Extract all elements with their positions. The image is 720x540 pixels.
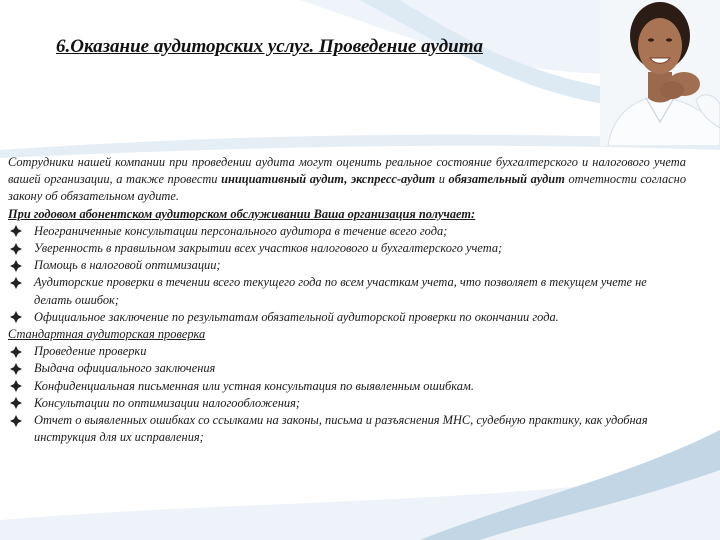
subscription-list xyxy=(8,223,686,326)
intro-bold-1: инициативный аудит, экспресс-аудит xyxy=(221,172,436,187)
standard-list xyxy=(8,343,686,446)
intro-text-2: и xyxy=(435,172,449,187)
list-item: Помощь в налоговой оптимизации; xyxy=(8,257,686,274)
diamond-bullet-icon xyxy=(9,223,23,240)
list-item: Официальное заключение по результатам обязательной аудиторской проверки по окончании года. xyxy=(8,309,686,326)
diamond-bullet-icon xyxy=(9,378,23,395)
intro-text-3: отчетности согласно закону об обязательном аудите. xyxy=(8,172,687,204)
list-item: Отчет о выявленных ошибках со ссылками на законы, письма и разъяснения МНС, судебную практику, как удобная инструкция для их исправления; xyxy=(8,412,686,446)
slide-body xyxy=(8,154,686,446)
list-item: Аудиторские проверки в течении всего текущего года по всем участкам учета, что позволяет в текущем учете не делать ошибок; xyxy=(8,274,686,308)
diamond-bullet-icon xyxy=(9,343,23,360)
diamond-bullet-icon xyxy=(9,257,23,274)
diamond-bullet-icon xyxy=(9,360,23,377)
subscription-heading: При годовом абонентском аудиторском обслуживании Ваша организация получает: xyxy=(8,206,476,221)
intro-paragraph xyxy=(8,154,686,206)
slide-title: 6.Оказание аудиторских услуг. Проведение аудита xyxy=(56,36,483,57)
diamond-bullet-icon xyxy=(9,412,23,429)
diamond-bullet-icon xyxy=(9,274,23,291)
standard-heading: Стандартная аудиторская проверка xyxy=(8,327,206,342)
woman-photo xyxy=(600,0,720,146)
intro-bold-2: обязательный аудит xyxy=(448,172,565,187)
diamond-bullet-icon xyxy=(9,395,23,412)
list-item: Выдача официального заключения xyxy=(8,360,686,377)
list-item: Консультации по оптимизации налогообложения; xyxy=(8,395,686,412)
intro-text-1: Сотрудники нашей компании при проведении аудита могут оценить реальное состояние бухгалтерского и налогового учета вашей организации, а также провести xyxy=(8,155,686,187)
list-item: Проведение проверки xyxy=(8,343,686,360)
list-item: Уверенность в правильном закрытии всех участков налогового и бухгалтерского учета; xyxy=(8,240,686,257)
diamond-bullet-icon xyxy=(9,309,23,326)
list-item: Конфиденциальная письменная или устная консультация по выявленным ошибкам. xyxy=(8,378,686,395)
diamond-bullet-icon xyxy=(9,240,23,257)
list-item: Неограниченные консультации персонального аудитора в течение всего года; xyxy=(8,223,686,240)
